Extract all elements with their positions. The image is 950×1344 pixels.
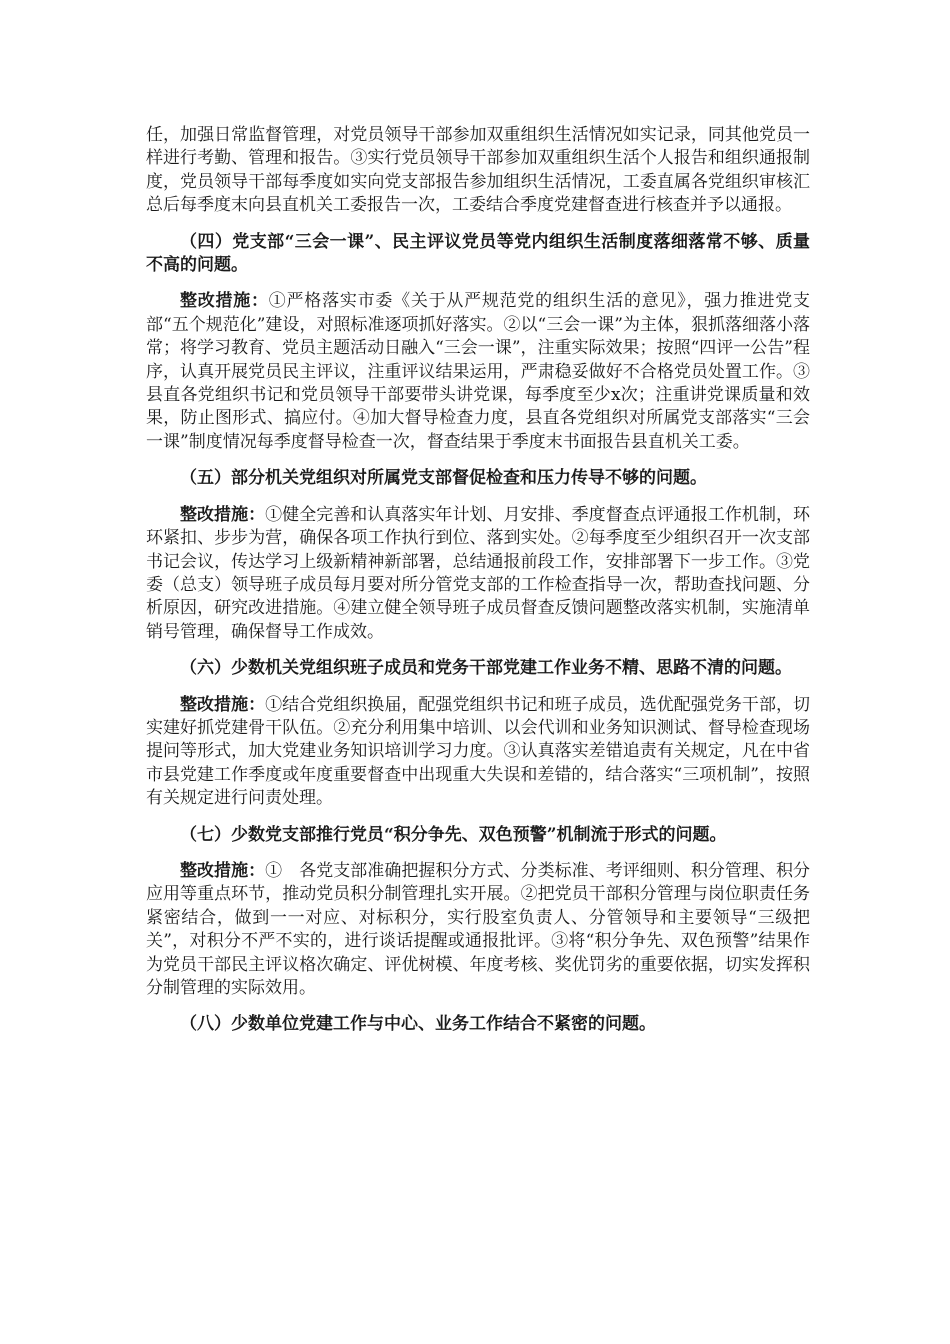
section-measures-7	[146, 860, 810, 1000]
section-heading-8: （八）少数单位党建工作与中心、业务工作结合不紧密的问题。	[180, 1014, 656, 1035]
section-heading-5: （五）部分机关党组织对所属党支部督促检查和压力传导不够的问题。	[180, 468, 707, 489]
measure-text: ①严格落实市委《关于从严规范党的组织生活的意见》，强力推进党支部“五个规范化”建设，对照标准逐项抓好落实。②以“三会一课”为主体，狠抓落细落小落常；将学习教育、党员主题活动日融入“三会一课”，注重实际效果；按照“四评一公告”程序，认真开展党员民主评议，注重评议结果运用，严肃稳妥做好不合格党员处置工作。③县直各党组织书记和党员领导干部要带头讲党课，每季度至少x次；注重讲党课质量和效果，防止图形式、搞应付。④加大督导检查力度，县直各党组织对所属党支部落实“三会一课”制度情况每季度督导检查一次，督查结果于季度末书面报告县直机关工委。	[146, 291, 811, 452]
continuation-paragraph: 任，加强日常监督管理，对党员领导干部参加双重组织生活情况如实记录，同其他党员一样进行考勤、管理和报告。③实行党员领导干部参加双重组织生活个人报告和组织通报制度，党员领导干部每季度如实向党支部报告参加组织生活情况，工委直属各党组织审核汇总后每季度末向县直机关工委报告一次，工委结合季度党建督查进行核查并予以通报。	[146, 125, 810, 216]
section-heading-6: （六）少数机关党组织班子成员和党务干部党建工作业务不精、思路不清的问题。	[180, 658, 792, 679]
section-measures-6	[146, 694, 810, 811]
measure-text: ①结合党组织换届，配强党组织书记和班子成员，选优配强党务干部，切实建好抓党建骨干队伍。②充分利用集中培训、以会代训和业务知识测试、督导检查现场提问等形式，加大党建业务知识培训学习力度。③认真落实差错追责有关规定，凡在中省市县党建工作季度或年度重要督查中出现重大失误和差错的，结合落实“三项机制”，按照有关规定进行问责处理。	[146, 694, 811, 809]
measure-text: ①健全完善和认真落实年计划、月安排、季度督查点评通报工作机制，环环紧扣、步步为营，确保各项工作执行到位、落到实处。②每季度至少组织召开一次支部书记会议，传达学习上级新精神新部署，总结通报前段工作，安排部署下一步工作。③党委（总支）领导班子成员每月要对所分管党支部的工作检查指导一次，帮助查找问题、分析原因，研究改进措施。④建立健全领导班子成员督查反馈问题整改落实机制，实施清单销号管理，确保督导工作成效。	[146, 504, 811, 642]
section-heading-7: （七）少数党支部推行党员“积分争先、双色预警”机制流于形式的问题。	[180, 824, 727, 845]
measure-text: ① 各党支部准确把握积分方式、分类标准、考评细则、积分管理、积分应用等重点环节，推动党员积分制管理扎实开展。②把党员干部积分管理与岗位职责任务紧密结合，做到一一对应、对标积分，实行股室负责人、分管领导和主要领导“三级把关”，对积分不严不实的，进行谈话提醒或通报批评。③将“积分争先、双色预警”结果作为党员干部民主评议格次确定、评优树模、年度考核、奖优罚劣的重要依据，切实发挥积分制管理的实际效用。	[146, 860, 811, 998]
measure-label: 整改措施：	[180, 504, 266, 525]
document-body	[146, 124, 810, 1037]
measure-label: 整改措施：	[180, 694, 266, 715]
section-measures-4	[146, 290, 810, 454]
section-measures-5	[146, 504, 810, 644]
measure-label: 整改措施：	[180, 291, 269, 312]
section-heading-4: （四）党支部“三会一课”、民主评议党员等党内组织生活制度落细落常不够、质量不高的问题。	[146, 231, 810, 276]
measure-label: 整改措施：	[180, 860, 266, 881]
